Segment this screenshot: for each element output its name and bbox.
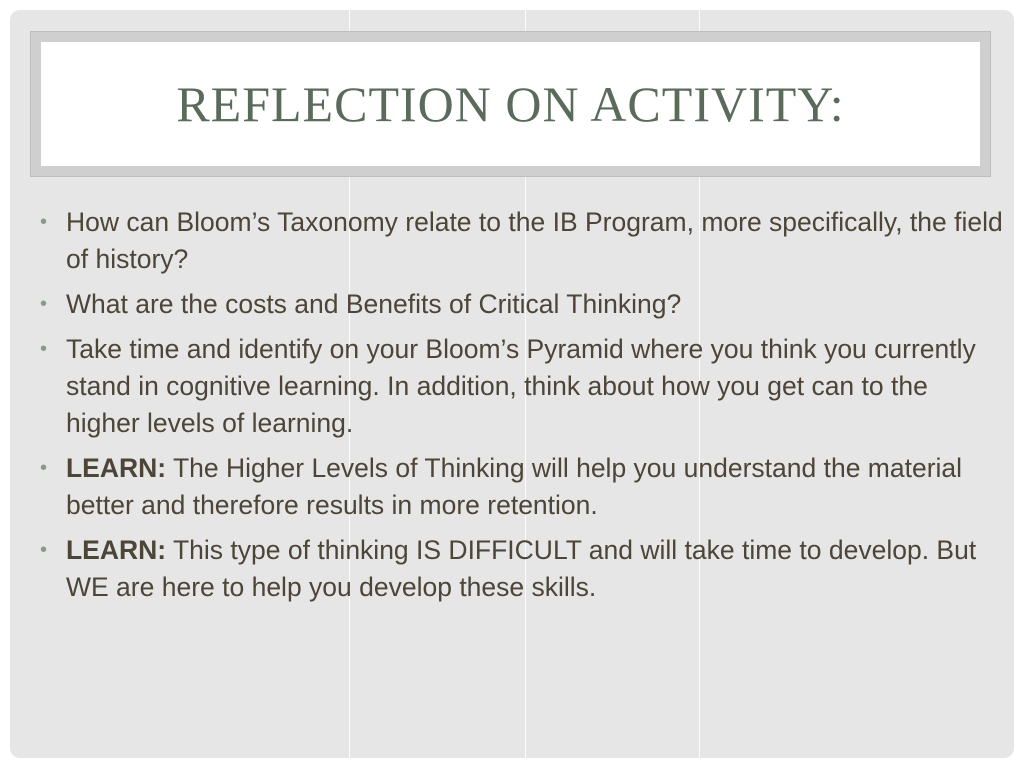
bullet-icon: •: [40, 457, 48, 479]
bullet-item: [26, 450, 1006, 524]
title-box: [41, 42, 980, 166]
bullet-prefix: LEARN:: [66, 535, 167, 565]
slide-title: REFLECTION ON ACTIVITY:: [176, 76, 845, 132]
bullet-item: [26, 532, 1006, 606]
bullet-icon: •: [40, 338, 48, 360]
bullet-text: The Higher Levels of Thinking will help you understand the material better and therefore results in more retention.: [66, 453, 963, 520]
bullet-text: This type of thinking IS DIFFICULT and will take time to develop. But WE are here to help you develop these skills.: [66, 535, 977, 602]
bullet-icon: •: [40, 211, 48, 233]
bullet-list: [26, 204, 1006, 614]
bullet-item: [26, 286, 1006, 323]
bullet-icon: •: [40, 293, 48, 315]
bullet-item: [26, 331, 1006, 442]
bullet-text: How can Bloom’s Taxonomy relate to the IB Program, more specifically, the field of history?: [66, 207, 1003, 274]
bullet-text: Take time and identify on your Bloom’s Pyramid where you think you currently stand in cognitive learning. In addition, think about how you get can to the higher levels of learning.: [66, 334, 976, 438]
bullet-prefix: LEARN:: [66, 453, 167, 483]
bullet-text: What are the costs and Benefits of Critical Thinking?: [66, 289, 682, 319]
bullet-icon: •: [40, 539, 48, 561]
slide: [10, 10, 1014, 758]
bullet-item: [26, 204, 1006, 278]
